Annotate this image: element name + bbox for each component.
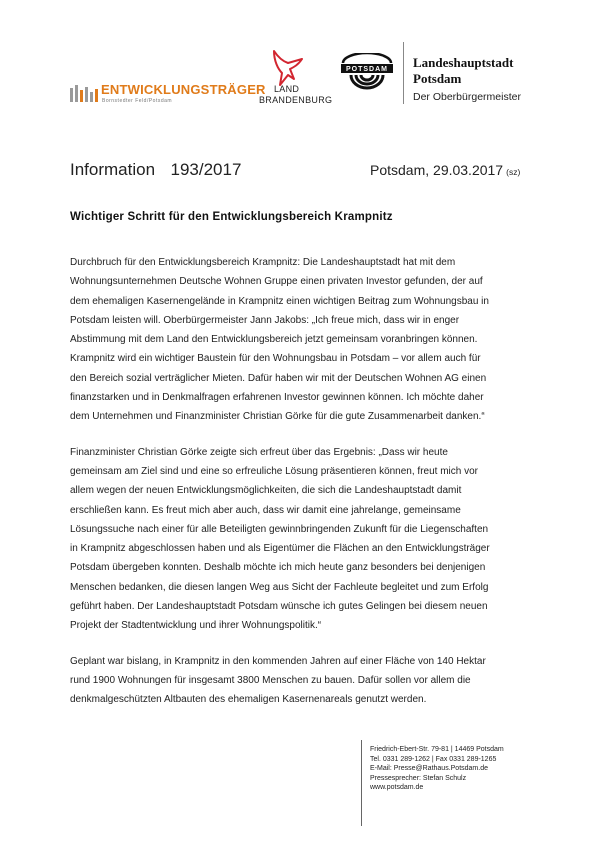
body-text [70,253,530,726]
footer-line[interactable]: www.potsdam.de [370,784,424,792]
contact-footer [370,745,504,793]
brandenburg-eagle-icon [268,47,308,87]
potsdam-title-line1: Landeshauptstadt [413,55,514,70]
paragraph-line: Lösungssuche nach einer für alle Beteiligten gewinnbringenden Zukunft für die Liegenschaften [70,523,489,535]
paragraph-line: allem wegen der neuen Entwicklungsmöglichkeiten, die sich die Landeshauptstadt damit [70,485,462,497]
paragraph-line: gemeinsam am Ziel sind und eine so erfreuliche Lösung präsentieren können, freut mich vor [70,465,478,477]
brandenburg-label-line1: LAND [274,84,300,94]
information-number: Information 193/2017 [70,160,242,179]
paragraph-line: geführt haben. Der Landeshauptstadt Potsdam wünsche ich gutes Gelingen bei diesem neuen [70,601,488,613]
paragraph-line: Krampnitz wird ein wichtiger Baustein für den Wohnungsbau in Potsdam – vor allem auch für [70,353,481,365]
footer-line: Tel. 0331 289-1262 | Fax 0331 289-1265 [370,755,497,763]
paragraph-line: erschließen kann. Es freut mich aber auch, dass wir damit eine jahrelange, gemeinsame [70,504,461,516]
paragraph-line: Geplant war bislang, in Krampnitz in den kommenden Jahren auf einer Fläche von 140 Hektar [70,655,486,667]
paragraph-line: in Krampnitz abgeschlossen haben und als Eigentümer die Flächen an den Entwicklungsträger [70,543,490,555]
document-date [370,162,520,178]
date-text: Potsdam, 29.03.2017 [370,162,504,178]
paragraph [70,443,530,636]
entwicklungstraeger-subtitle: Bornstedter Feld/Potsdam [102,98,173,104]
headline: Wichtiger Schritt für den Entwicklungsbereich Krampnitz [70,211,393,223]
potsdam-emblem-icon [337,53,397,93]
paragraph-line: dem Unternehmen und Finanzminister Christian Görke für die gute Zusammenarbeit danken.“ [70,411,485,423]
paragraph-line: Menschen bedanken, die diesen langen Weg aus Sicht der Fachleute begleitet und zum Erfolg [70,581,489,593]
header-divider [403,42,404,104]
svg-text:POTSDAM: POTSDAM [346,66,388,73]
paragraph [70,652,530,710]
footer-line: Pressesprecher: Stefan Schulz [370,774,467,782]
entwicklungstraeger-name: ENTWICKLUNGSTRÄGER [101,82,266,97]
paragraph-line: rund 1900 Wohnungen für insgesamt 3800 Menschen zu bauen. Dafür sollen vor allem die [70,674,471,686]
paragraph-line: Wohnungsunternehmen Deutsche Wohnen Gruppe einen privaten Investor gefunden, der auf [70,276,483,288]
entwicklungstraeger-logo-icon [70,84,98,102]
paragraph-line: Potsdam leisten will. Oberbürgermeister Jann Jakobs: „Ich freue mich, dass wir in enger [70,314,460,326]
paragraph-line: dem ehemaligen Kasernengelände in Krampnitz einen wichtigen Beitrag zum Wohnungsbau in [70,295,489,307]
potsdam-subtitle: Der Oberbürgermeister [413,91,521,103]
brandenburg-label-line2: BRANDENBURG [259,95,333,105]
paragraph [70,253,530,427]
paragraph-line: denkmalgeschützten Altbauten des ehemaligen Kasernenareals genutzt werden. [70,694,427,706]
paragraph-line: Abstimmung mit dem Land den Entwicklungsbereich jetzt gemeinsam voranbringen können. [70,334,478,346]
paragraph-line: Projekt der Stadtentwicklung und ihrer Wohnungspolitik.“ [70,620,322,632]
paragraph-line: Potsdam übergeben konnten. Deshalb möchte ich mich heute ganz besonders bei denjenigen [70,562,486,574]
paragraph-line: Durchbruch für den Entwicklungsbereich Krampnitz: Die Landeshauptstadt hat mit dem [70,257,456,268]
paragraph-line: den Bereich sozial verträglicher Mieten. Dafür haben wir mit der Deutschen Wohnen AG einen [70,372,487,384]
footer-line: Friedrich-Ebert-Str. 79-81 | 14469 Potsdam [370,746,504,753]
footer-divider [361,740,362,826]
author-tag: (sz) [506,167,521,177]
paragraph-line: Finanzminister Christian Görke zeigte sich erfreut über das Ergebnis: „Dass wir heute [70,446,448,458]
paragraph-line: finanzstarken und in Denkmalfragen erfahrenen Investor gewinnen können. Ich möchte daher [70,392,484,404]
potsdam-title-line2: Potsdam [413,71,462,86]
footer-line[interactable]: E-Mail: Presse@Rathaus.Potsdam.de [370,765,488,773]
